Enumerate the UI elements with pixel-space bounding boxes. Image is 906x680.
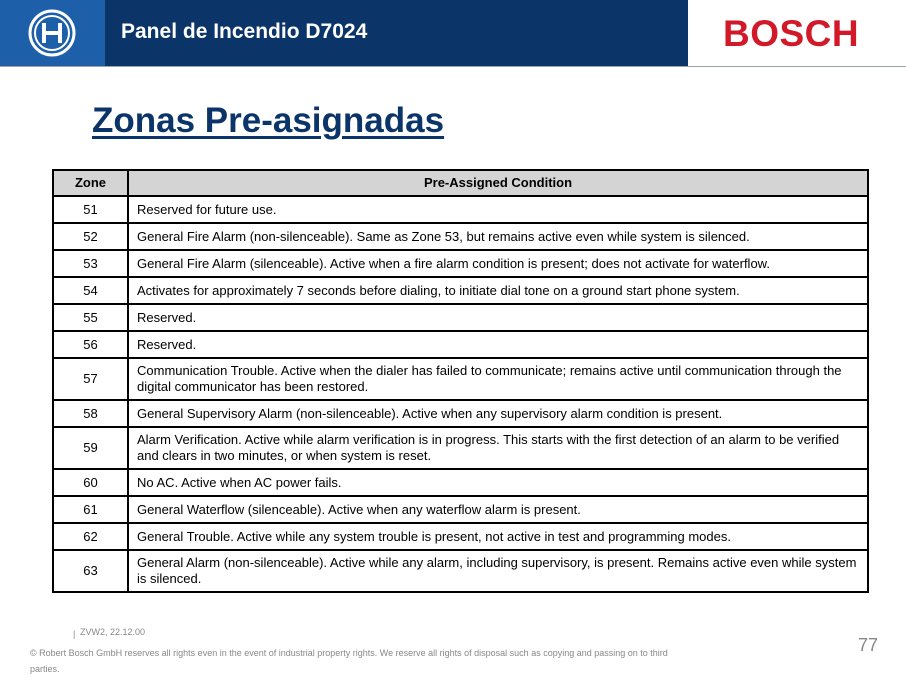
zones-table bbox=[52, 169, 869, 593]
zone-number-cell: 57 bbox=[53, 358, 128, 400]
title-bar bbox=[105, 0, 688, 66]
condition-cell: Reserved. bbox=[128, 331, 868, 358]
zones-table-container bbox=[52, 169, 869, 593]
condition-cell: General Fire Alarm (silenceable). Active when a fire alarm condition is present; does not activate for waterflow. bbox=[128, 250, 868, 277]
condition-cell: General Trouble. Active while any system trouble is present, not active in test and programming modes. bbox=[128, 523, 868, 550]
condition-cell: No AC. Active when AC power fails. bbox=[128, 469, 868, 496]
header-divider bbox=[0, 66, 906, 67]
table-row bbox=[53, 277, 868, 304]
zone-number-cell: 58 bbox=[53, 400, 128, 427]
zone-number-cell: 60 bbox=[53, 469, 128, 496]
table-row bbox=[53, 250, 868, 277]
condition-cell: General Waterflow (silenceable). Active when any waterflow alarm is present. bbox=[128, 496, 868, 523]
table-body bbox=[53, 196, 868, 592]
zone-number-cell: 51 bbox=[53, 196, 128, 223]
bosch-wordmark: BOSCH bbox=[723, 13, 860, 54]
table-row bbox=[53, 196, 868, 223]
table-row bbox=[53, 469, 868, 496]
footer-date: ZVW2, 22.12.00 bbox=[80, 627, 146, 637]
condition-cell: Activates for approximately 7 seconds before dialing, to initiate dial tone on a ground start phone system. bbox=[128, 277, 868, 304]
copyright-notice: © Robert Bosch GmbH reserves all rights even in the event of industrial property rights. We reserve all rights of disposal such as copying and passing on to third parties. bbox=[30, 648, 668, 674]
slide-header bbox=[0, 0, 906, 66]
table-row bbox=[53, 304, 868, 331]
table-row bbox=[53, 358, 868, 400]
bosch-armature-icon bbox=[27, 8, 77, 58]
zone-number-cell: 52 bbox=[53, 223, 128, 250]
condition-cell: General Supervisory Alarm (non-silenceable). Active when any supervisory alarm condition is present. bbox=[128, 400, 868, 427]
condition-cell: Reserved. bbox=[128, 304, 868, 331]
zone-number-cell: 53 bbox=[53, 250, 128, 277]
table-row bbox=[53, 427, 868, 469]
table-row bbox=[53, 550, 868, 592]
page-number: 77 bbox=[858, 635, 879, 655]
condition-cell: General Alarm (non-silenceable). Active while any alarm, including supervisory, is present. Remains active even while system is silenced. bbox=[128, 550, 868, 592]
zone-number-cell: 55 bbox=[53, 304, 128, 331]
footer-tick: | bbox=[73, 629, 76, 639]
header-title: Panel de Incendio D7024 bbox=[121, 20, 368, 43]
table-row bbox=[53, 223, 868, 250]
table-row bbox=[53, 496, 868, 523]
table-row bbox=[53, 523, 868, 550]
logo-box bbox=[0, 0, 105, 66]
zone-number-cell: 56 bbox=[53, 331, 128, 358]
condition-cell: Alarm Verification. Active while alarm verification is in progress. This starts with the first detection of an alarm to be verified and clears in two minutes, or when system is reset. bbox=[128, 427, 868, 469]
condition-cell: General Fire Alarm (non-silenceable). Same as Zone 53, but remains active even while system is silenced. bbox=[128, 223, 868, 250]
zone-number-cell: 61 bbox=[53, 496, 128, 523]
table-row bbox=[53, 331, 868, 358]
condition-column-header: Pre-Assigned Condition bbox=[128, 170, 868, 196]
zone-number-cell: 63 bbox=[53, 550, 128, 592]
page-title: Zonas Pre-asignadas bbox=[92, 101, 445, 140]
table-header-row bbox=[53, 170, 868, 196]
zone-column-header: Zone bbox=[53, 170, 128, 196]
condition-cell: Reserved for future use. bbox=[128, 196, 868, 223]
table-row bbox=[53, 400, 868, 427]
condition-cell: Communication Trouble. Active when the dialer has failed to communicate; remains active until communication through the digital communicator has been restored. bbox=[128, 358, 868, 400]
zone-number-cell: 62 bbox=[53, 523, 128, 550]
zone-number-cell: 54 bbox=[53, 277, 128, 304]
zone-number-cell: 59 bbox=[53, 427, 128, 469]
